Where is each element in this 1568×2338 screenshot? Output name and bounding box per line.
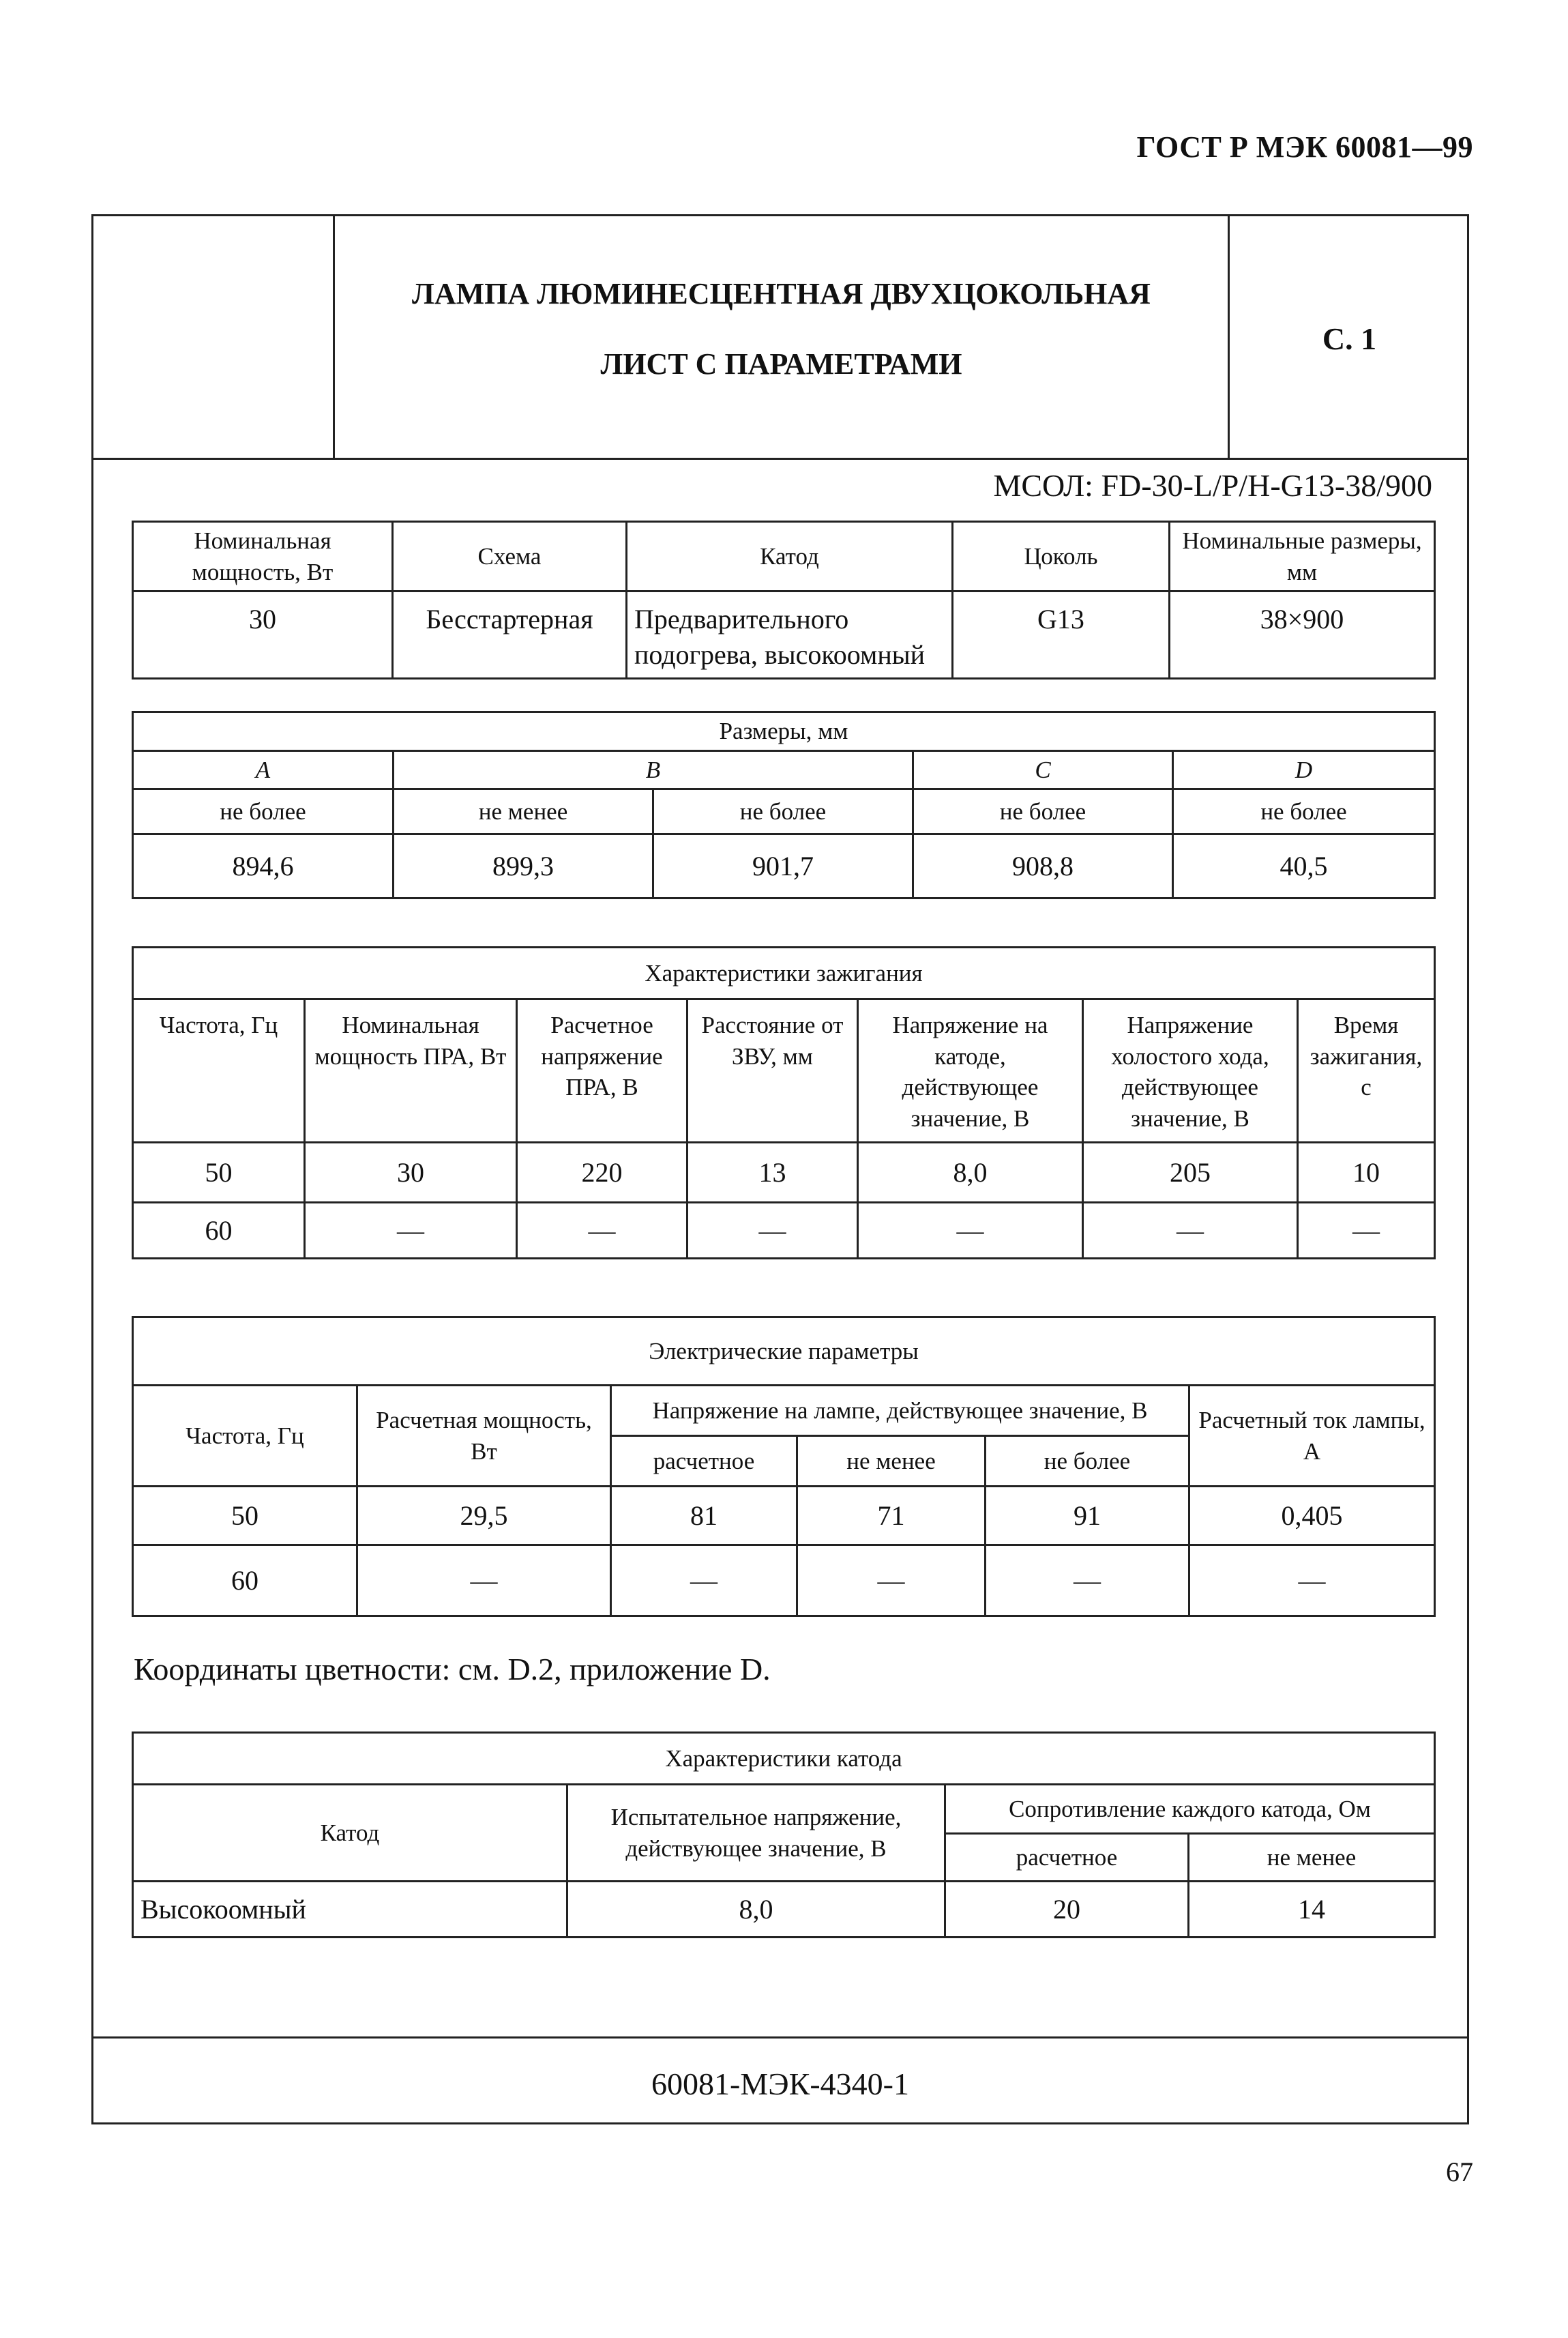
cell-nominal-power: 30 <box>133 591 393 679</box>
ign-cell: 30 <box>305 1143 517 1203</box>
ign-cell: — <box>305 1203 517 1259</box>
header-base: Цоколь <box>953 522 1170 591</box>
dim-value: 908,8 <box>913 834 1173 898</box>
el-cell: 29,5 <box>357 1487 611 1545</box>
ign-header-cathode-voltage: Напряжение на катоде, действующее значение, В <box>858 999 1083 1143</box>
dim-value: 899,3 <box>394 834 653 898</box>
ign-cell: 13 <box>687 1143 858 1203</box>
electrical-caption: Электрические параметры <box>133 1317 1435 1386</box>
cath-cell-resistance-min: 14 <box>1189 1882 1435 1938</box>
ign-header-distance: Расстояние от ЗВУ, мм <box>687 999 858 1143</box>
standard-code: ГОСТ Р МЭК 60081—99 <box>1136 130 1473 164</box>
ign-header-frequency: Частота, Гц <box>133 999 305 1143</box>
el-cell: 0,405 <box>1189 1487 1435 1545</box>
ign-cell: 60 <box>133 1203 305 1259</box>
ign-cell: — <box>1298 1203 1435 1259</box>
ign-header-ballast-voltage: Расчетное напряжение ПРА, В <box>517 999 687 1143</box>
ign-header-ballast-power: Номинальная мощность ПРА, Вт <box>305 999 517 1143</box>
dim-limit: не менее <box>394 789 653 834</box>
cath-cell-test-voltage: 8,0 <box>567 1882 945 1938</box>
el-cell: — <box>986 1545 1189 1616</box>
cath-header-resistance-group: Сопротивление каждого катода, Ом <box>945 1785 1435 1834</box>
footer-divider <box>91 2036 1469 2039</box>
ign-cell: 8,0 <box>858 1143 1083 1203</box>
dimensions-caption: Размеры, мм <box>133 712 1435 751</box>
general-table <box>132 521 1436 680</box>
cath-header-resistance-min: не менее <box>1189 1834 1435 1882</box>
cell-scheme: Бесстартерная <box>393 591 627 679</box>
electrical-table <box>132 1316 1436 1617</box>
sheet-subtitle: ЛИСТ С ПАРАМЕТРАМИ <box>600 347 962 381</box>
header-nominal-power: Номинальная мощность, Вт <box>133 522 393 591</box>
dim-value: 894,6 <box>133 834 394 898</box>
chromaticity-note: Координаты цветности: см. D.2, приложение D. <box>134 1652 771 1686</box>
cell-base: G13 <box>953 591 1170 679</box>
ign-cell: — <box>687 1203 858 1259</box>
el-cell: — <box>357 1545 611 1616</box>
el-header-voltage-group: Напряжение на лампе, действующее значение, В <box>611 1386 1189 1436</box>
el-header-voltage-min: не менее <box>797 1436 986 1487</box>
cathode-table <box>132 1731 1436 1938</box>
el-cell: — <box>797 1545 986 1616</box>
page-number: 67 <box>1446 2157 1473 2187</box>
cath-header-test-voltage: Испытательное напряжение, действующее значение, В <box>567 1785 945 1882</box>
el-header-voltage-max: не более <box>986 1436 1189 1487</box>
cath-header-resistance-rated: расчетное <box>945 1834 1189 1882</box>
header-cathode: Катод <box>627 522 953 591</box>
ign-cell: — <box>858 1203 1083 1259</box>
lamp-designation: МСОЛ: FD-30-L/P/H-G13-38/900 <box>993 468 1432 503</box>
header-scheme: Схема <box>393 522 627 591</box>
el-cell: 91 <box>986 1487 1189 1545</box>
el-header-current: Расчетный ток лампы, А <box>1189 1386 1435 1487</box>
cath-cell-type: Высокоомный <box>133 1882 567 1938</box>
el-cell: — <box>611 1545 797 1616</box>
el-cell: 71 <box>797 1487 986 1545</box>
ignition-caption: Характеристики зажигания <box>133 948 1435 999</box>
ign-cell: 10 <box>1298 1143 1435 1203</box>
dim-letter-b: B <box>394 750 913 789</box>
ign-cell: 205 <box>1083 1143 1298 1203</box>
sheet-code: 60081-МЭК-4340-1 <box>651 2066 909 2101</box>
title-divider-left <box>333 214 335 460</box>
el-cell: 50 <box>133 1487 357 1545</box>
dim-letter-a: A <box>133 750 394 789</box>
cath-cell-resistance-rated: 20 <box>945 1882 1189 1938</box>
ign-cell: 220 <box>517 1143 687 1203</box>
ign-cell: — <box>517 1203 687 1259</box>
ign-header-open-circuit-voltage: Напряжение холостого хода, действующее значение, В <box>1083 999 1298 1143</box>
header-nominal-dimensions: Номинальные размеры, мм <box>1170 522 1435 591</box>
el-cell: — <box>1189 1545 1435 1616</box>
dimensions-table <box>132 711 1436 899</box>
cathode-caption: Характеристики катода <box>133 1733 1435 1785</box>
ign-cell: — <box>1083 1203 1298 1259</box>
sheet-number: С. 1 <box>1322 321 1377 356</box>
cath-header-cathode: Катод <box>133 1785 567 1882</box>
dim-limit: не более <box>1173 789 1435 834</box>
sheet-title: ЛАМПА ЛЮМИНЕСЦЕНТНАЯ ДВУХЦОКОЛЬНАЯ <box>412 277 1151 310</box>
dim-value: 901,7 <box>653 834 913 898</box>
cell-nominal-dimensions: 38×900 <box>1170 591 1435 679</box>
el-header-frequency: Частота, Гц <box>133 1386 357 1487</box>
cell-cathode: Предварительного подогрева, высокоомный <box>627 591 953 679</box>
el-header-voltage-rated: расчетное <box>611 1436 797 1487</box>
dim-limit: не более <box>913 789 1173 834</box>
dim-letter-c: C <box>913 750 1173 789</box>
el-cell: 81 <box>611 1487 797 1545</box>
dim-limit: не более <box>653 789 913 834</box>
ignition-table <box>132 946 1436 1259</box>
dim-letter-d: D <box>1173 750 1435 789</box>
ign-header-ignition-time: Время зажигания, с <box>1298 999 1435 1143</box>
el-cell: 60 <box>133 1545 357 1616</box>
el-header-power: Расчетная мощность, Вт <box>357 1386 611 1487</box>
ign-cell: 50 <box>133 1143 305 1203</box>
dim-value: 40,5 <box>1173 834 1435 898</box>
dim-limit: не более <box>133 789 394 834</box>
